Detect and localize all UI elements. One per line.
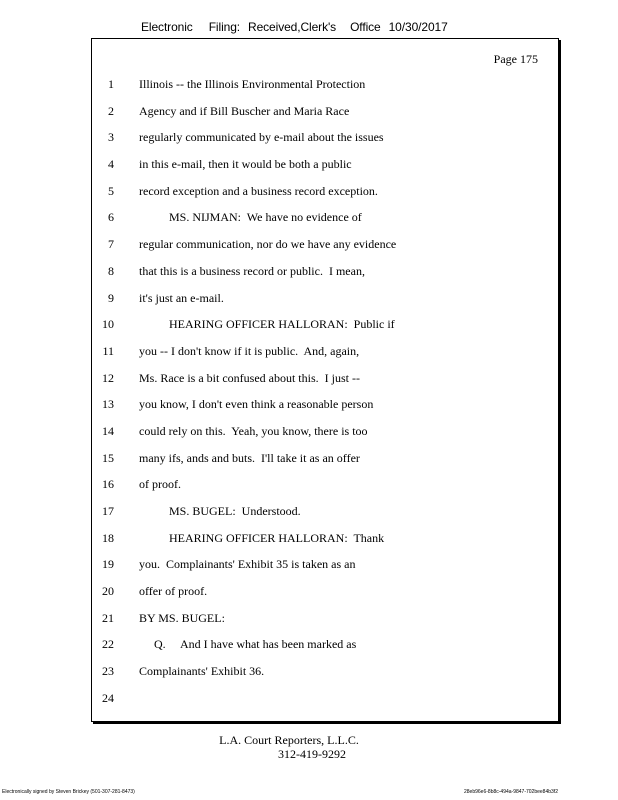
filing-header-electronic: Electronic [141,20,193,34]
document-hash: 28eb96e6-8b8c-494a-9847-702bee84b3f2 [464,789,558,795]
transcript-page [91,38,559,722]
line-text: regularly communicated by e-mail about the issues [139,130,384,145]
filing-header-received: Received,Clerk's [248,20,337,34]
line-text: Agency and if Bill Buscher and Maria Race [139,103,350,118]
line-text: MS. BUGEL: Understood. [139,504,301,518]
filing-header-office: Office [350,20,381,34]
line-number: 23 [102,664,114,679]
line-text: you know, I don't even think a reasonable person [139,397,374,412]
line-number: 14 [102,423,114,438]
line-text: Complainants' Exhibit 36. [139,664,265,679]
line-text: Illinois -- the Illinois Environmental Protection [139,77,366,91]
line-text: offer of proof. [139,584,208,599]
line-text: it's just an e-mail. [139,290,224,305]
line-number: 6 [108,210,114,225]
line-number: 1 [108,77,114,91]
line-number: 12 [102,370,114,385]
line-text: HEARING OFFICER HALLORAN: Public if [139,317,395,332]
line-number: 16 [102,477,114,492]
reporter-phone: 312-419-9292 [278,747,346,761]
filing-header-date: 10/30/2017 [388,20,448,34]
filing-header [141,20,448,34]
line-number: 21 [102,610,114,625]
line-number: 22 [102,637,114,652]
line-number: 11 [102,343,114,358]
line-text: you. Complainants' Exhibit 35 is taken as an [139,557,356,572]
line-number: 4 [108,157,114,172]
line-text: many ifs, ands and buts. I'll take it as an offer [139,450,360,465]
page-number: Page 175 [493,52,538,66]
line-text: Q. And I have what has been marked as [139,637,357,652]
line-number: 13 [102,397,114,412]
electronic-signature: Electronically signed by Steven Brickey (501-307-281-8473) [2,789,135,795]
line-number: 10 [102,317,114,332]
line-number: 2 [108,103,114,118]
line-number: 7 [108,237,114,252]
line-number: 3 [108,130,114,145]
line-number: 18 [102,530,114,545]
filing-header-filing: Filing: [208,20,241,34]
line-number: 9 [108,290,114,305]
line-number: 19 [102,557,114,572]
line-text: BY MS. BUGEL: [139,610,225,625]
line-number: 20 [102,584,114,599]
line-number: 24 [102,690,114,705]
line-number: 5 [108,183,114,198]
line-text: regular communication, nor do we have any evidence [139,237,397,252]
line-text: in this e-mail, then it would be both a public [139,157,352,172]
line-text: MS. NIJMAN: We have no evidence of [139,210,362,225]
line-text: that this is a business record or public. I mean, [139,263,365,278]
line-text: record exception and a business record exception. [139,183,378,198]
line-text: HEARING OFFICER HALLORAN: Thank [139,530,385,545]
line-text: Ms. Race is a bit confused about this. I just -- [139,370,360,385]
line-number: 15 [102,450,114,465]
line-text: of proof. [139,477,181,492]
line-number: 8 [108,263,114,278]
line-text: could rely on this. Yeah, you know, there is too [139,423,368,438]
line-text: you -- I don't know if it is public. And, again, [139,343,360,358]
reporter-name: L.A. Court Reporters, L.L.C. [219,733,359,747]
line-number: 17 [102,504,114,518]
